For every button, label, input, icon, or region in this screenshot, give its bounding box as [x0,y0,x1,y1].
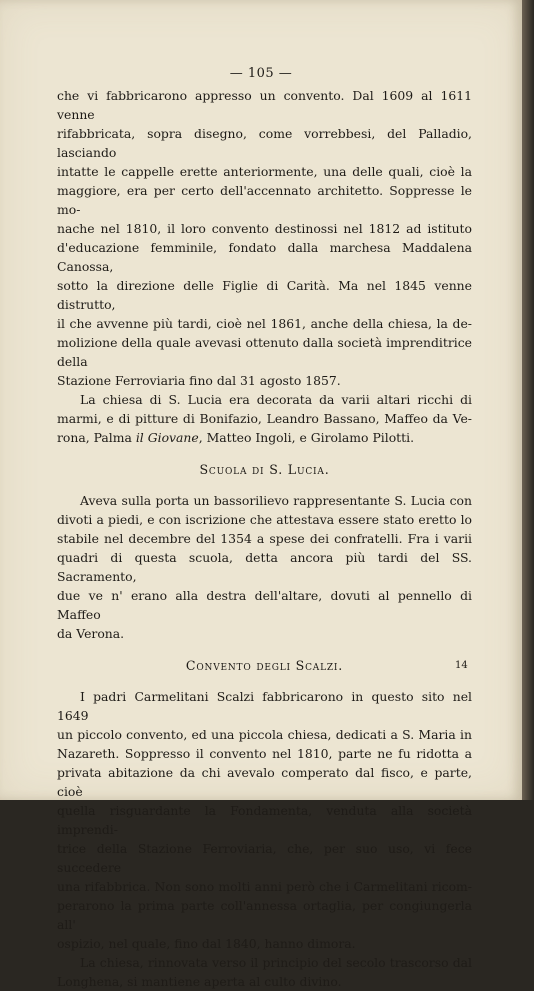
text-line: privata abitazione da chi avevalo comperato dal fisco, e parte, cioè [57,765,472,799]
text-line: il che avvenne più tardi, cioè nel 1861, anche della chiesa, la de- [57,316,472,331]
page-body [57,86,472,991]
text-line: Aveva sulla porta un bassorilievo rappresentante S. Lucia con [80,493,472,508]
text-line: Nazareth. Soppresso il convento nel 1810, parte ne fu ridotta a [57,746,472,761]
section-heading-convento: Convento degli Scalzi. [185,658,344,673]
text-line: perarono la prima parte coll'annessa ortaglia, per congiungerla all' [57,898,472,932]
text-line: ospizio, nel quale, fino dal 1840, hanno dimora. [57,936,356,951]
text-line: stabile nel decembre del 1354 a spese dei confratelli. Fra i varii [57,531,472,546]
text-run: , Matteo Ingoli, e Girolamo Pilotti. [198,430,415,445]
text-line: rifabbricata, sopra disegno, come vorrebbesi, del Palladio, lasciando [57,126,472,160]
text-line: quadri di questa scuola, detta ancora più tardi del SS. Sacramento, [57,550,472,584]
text-line: Stazione Ferroviaria fino dal 31 agosto 1857. [57,373,341,388]
italic-text: il Giovane [135,430,199,445]
text-line: marmi, e di pitture di Bonifazio, Leandro Bassano, Maffeo da Ve- [57,411,472,426]
paragraph-2 [57,390,472,447]
paragraph-5 [57,953,472,991]
page-number: — 105 — [229,66,293,81]
section-heading-scuola: Scuola di S. Lucia. [199,462,330,477]
text-run: rona, Palma [57,430,136,445]
text-line: La chiesa, rinnovata verso il principio del secolo trascorso dal [80,955,472,970]
book-spine-edge [522,0,534,800]
text-line: da Verona. [57,626,125,641]
text-line: nache nel 1810, il loro convento destinossi nel 1812 ad istituto [57,221,472,236]
text-line: due ve n' erano alla destra dell'altare, dovuti al pennello di Maffeo [57,588,472,622]
text-line: maggiore, era per certo dell'accennato architetto. Soppresse le mo- [57,183,472,217]
text-line: La chiesa di S. Lucia era decorata da varii altari ricchi di [80,392,472,407]
text-line: d'educazione femminile, fondato dalla marchesa Maddalena Canossa, [57,240,472,274]
text-line: molizione della quale avevasi ottenuto dalla società imprenditrice della [57,335,472,369]
text-line: intatte le cappelle erette anteriormente, una delle quali, cioè la [57,164,472,179]
text-line: Longhena, si mantiene aperta al culto divino. [57,974,342,989]
text-line: divoti a piedi, e con iscrizione che attestava essere stato eretto lo [57,512,472,527]
text-line: trice della Stazione Ferroviaria, che, per suo uso, vi fece succedere [57,841,472,875]
signature-mark: 14 [455,660,468,671]
text-line: una rifabbrica. Non sono molti anni però che i Carmelitani ricom- [57,879,472,894]
text-line: un piccolo convento, ed una piccola chiesa, dedicati a S. Maria in [57,727,472,742]
paragraph-4 [57,687,472,953]
text-line [57,428,472,447]
text-line: sotto la direzione delle Figlie di Carità. Ma nel 1845 venne distrutto, [57,278,472,312]
text-line: quella risguardante la Fondamenta, venduta alla società imprendi- [57,803,472,837]
paragraph-3 [57,491,472,643]
paragraph-1 [57,86,472,390]
text-line: che vi fabbricarono appresso un convento. Dal 1609 al 1611 venne [57,88,472,122]
text-line: I padri Carmelitani Scalzi fabbricarono in questo sito nel 1649 [57,689,472,723]
